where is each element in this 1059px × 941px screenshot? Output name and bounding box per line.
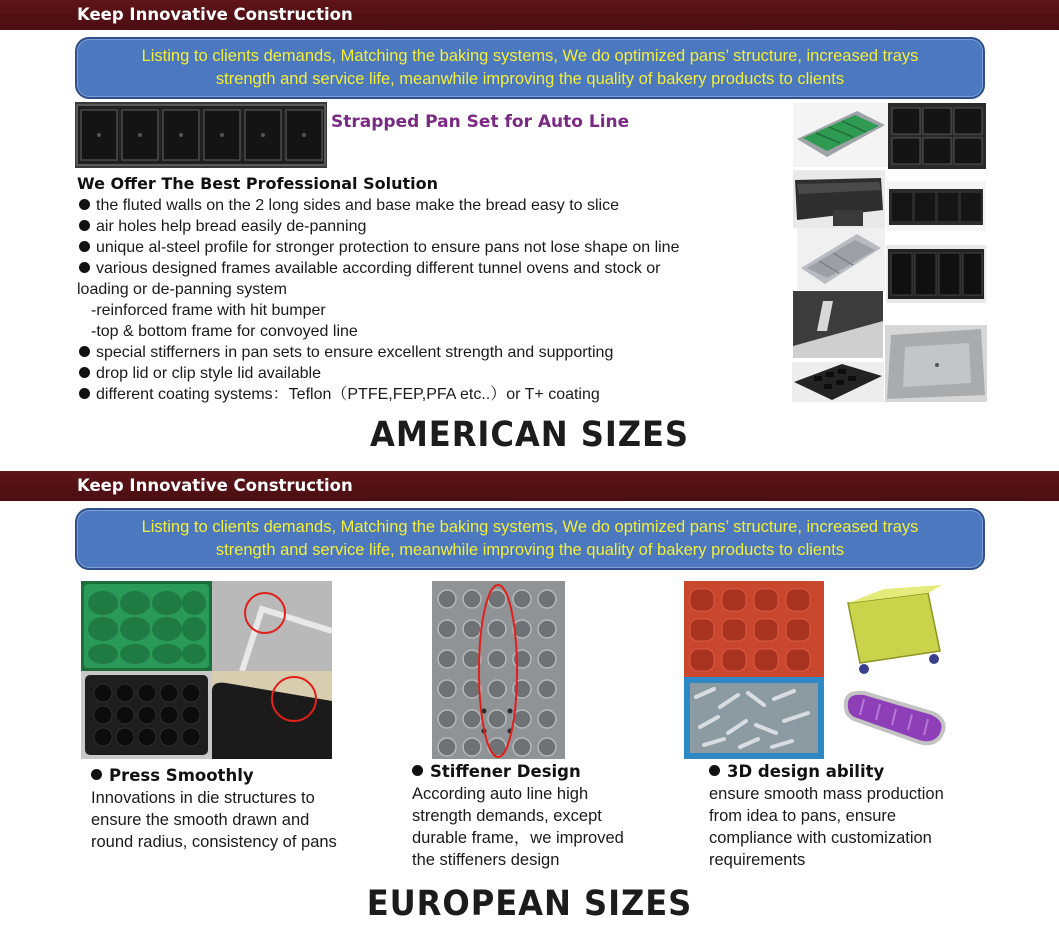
top-banner-line-2: strength and service life, meanwhile improving the quality of bakery products to clients bbox=[215, 70, 845, 88]
bullet-icon bbox=[79, 388, 90, 399]
bullet-icon bbox=[79, 220, 90, 231]
top-banner-line-1: Listing to clients demands, Matching the baking systems, We do optimized pans’ structure, increased trays bbox=[141, 47, 919, 65]
feature-sub-item: -reinforced frame with hit bumper bbox=[91, 302, 326, 319]
bottom-header-title: Keep Innovative Construction bbox=[77, 476, 353, 495]
feature-item: drop lid or clip style lid available bbox=[77, 363, 777, 384]
bottom-banner-line-1: Listing to clients demands, Matching the baking systems, We do optimized pans’ structure, increased trays bbox=[141, 518, 919, 536]
feature-item: air holes help bread easily de-panning bbox=[77, 216, 777, 237]
feature-list bbox=[77, 195, 777, 405]
top-header-bar bbox=[0, 0, 1059, 30]
feature-column-3d bbox=[709, 761, 944, 871]
stiffener-tray-photo bbox=[432, 581, 565, 759]
feature-item: the fluted walls on the 2 long sides and base make the bread easy to slice bbox=[77, 195, 777, 216]
feature-column-line: durable frame，we improved bbox=[412, 829, 624, 847]
bullet-icon bbox=[709, 765, 720, 776]
pan-side-photo bbox=[793, 170, 885, 228]
feature-item: different coating systems：Teflon（PTFE,FEP,PFA etc..）or T+ coating bbox=[77, 384, 777, 405]
feature-item: various designed frames available according different tunnel ovens and stock or bbox=[77, 258, 777, 279]
feature-item: unique al-steel profile for stronger protection to ensure pans not lose shape on line bbox=[77, 237, 777, 258]
parts-bin-photo bbox=[684, 677, 824, 759]
feature-column-line: requirements bbox=[709, 851, 806, 869]
european-sizes-heading: EUROPEAN SIZES bbox=[366, 884, 693, 924]
top-header-title: Keep Innovative Construction bbox=[77, 5, 353, 24]
bottom-header-bar bbox=[0, 471, 1059, 501]
feature-column-line: According auto line high bbox=[412, 785, 589, 803]
bottom-banner-line-2: strength and service life, meanwhile improving the quality of bakery products to clients bbox=[215, 541, 845, 559]
feature-column-line: strength demands, except bbox=[412, 807, 602, 825]
feature-column-line: from idea to pans, ensure bbox=[709, 807, 897, 825]
feature-column-title: Stiffener Design bbox=[412, 761, 624, 783]
green-shaped-tray-photo bbox=[81, 581, 212, 671]
product-title: Strapped Pan Set for Auto Line bbox=[331, 112, 630, 132]
feature-column-line: ensure smooth mass production bbox=[709, 785, 944, 803]
bullet-icon bbox=[79, 367, 90, 378]
feature-column-press bbox=[91, 765, 337, 853]
feature-item: special stifferners in pan sets to ensure excellent strength and supporting bbox=[77, 342, 777, 363]
strapped-pan-set-photo bbox=[75, 102, 327, 168]
black-pan-set-photo bbox=[886, 245, 986, 303]
bullet-icon bbox=[79, 241, 90, 252]
edge-closeup-photo bbox=[212, 581, 332, 671]
pan-corner-photo bbox=[793, 291, 883, 358]
purple-baguette-pan-photo bbox=[824, 677, 960, 759]
pan-interior-photo bbox=[885, 325, 987, 402]
bullet-icon bbox=[79, 199, 90, 210]
3d-cart-render-photo bbox=[824, 581, 960, 677]
pan-row-photo bbox=[886, 181, 986, 231]
feature-column-line: Innovations in die structures to bbox=[91, 789, 315, 807]
feature-column-line: round radius, consistency of pans bbox=[91, 833, 337, 851]
bullet-icon bbox=[412, 765, 423, 776]
aluminized-pan-photo bbox=[797, 228, 885, 290]
silicone-mold-photo bbox=[684, 581, 824, 677]
green-tray-photo bbox=[793, 103, 889, 167]
feature-column-title: Press Smoothly bbox=[91, 765, 337, 787]
feature-column-line: ensure the smooth drawn and bbox=[91, 811, 310, 829]
feature-column-line: the stiffeners design bbox=[412, 851, 560, 869]
offer-heading: We Offer The Best Professional Solution bbox=[77, 174, 438, 193]
top-banner bbox=[75, 37, 985, 99]
feature-continuation: loading or de-panning system bbox=[77, 281, 287, 298]
feature-column-line: compliance with customization bbox=[709, 829, 932, 847]
american-sizes-heading: AMERICAN SIZES bbox=[369, 415, 690, 455]
bottom-banner bbox=[75, 508, 985, 570]
rounded-corner-photo bbox=[212, 671, 332, 759]
dark-pan-set-photo bbox=[888, 103, 986, 169]
bullet-icon bbox=[79, 262, 90, 273]
mini-tray-photo bbox=[792, 362, 884, 402]
black-round-tray-photo bbox=[81, 671, 212, 759]
feature-column-title: 3D design ability bbox=[709, 761, 944, 783]
feature-column-stiffener bbox=[412, 761, 624, 871]
feature-sub-item: -top & bottom frame for convoyed line bbox=[91, 323, 358, 340]
bullet-icon bbox=[79, 346, 90, 357]
bullet-icon bbox=[91, 769, 102, 780]
